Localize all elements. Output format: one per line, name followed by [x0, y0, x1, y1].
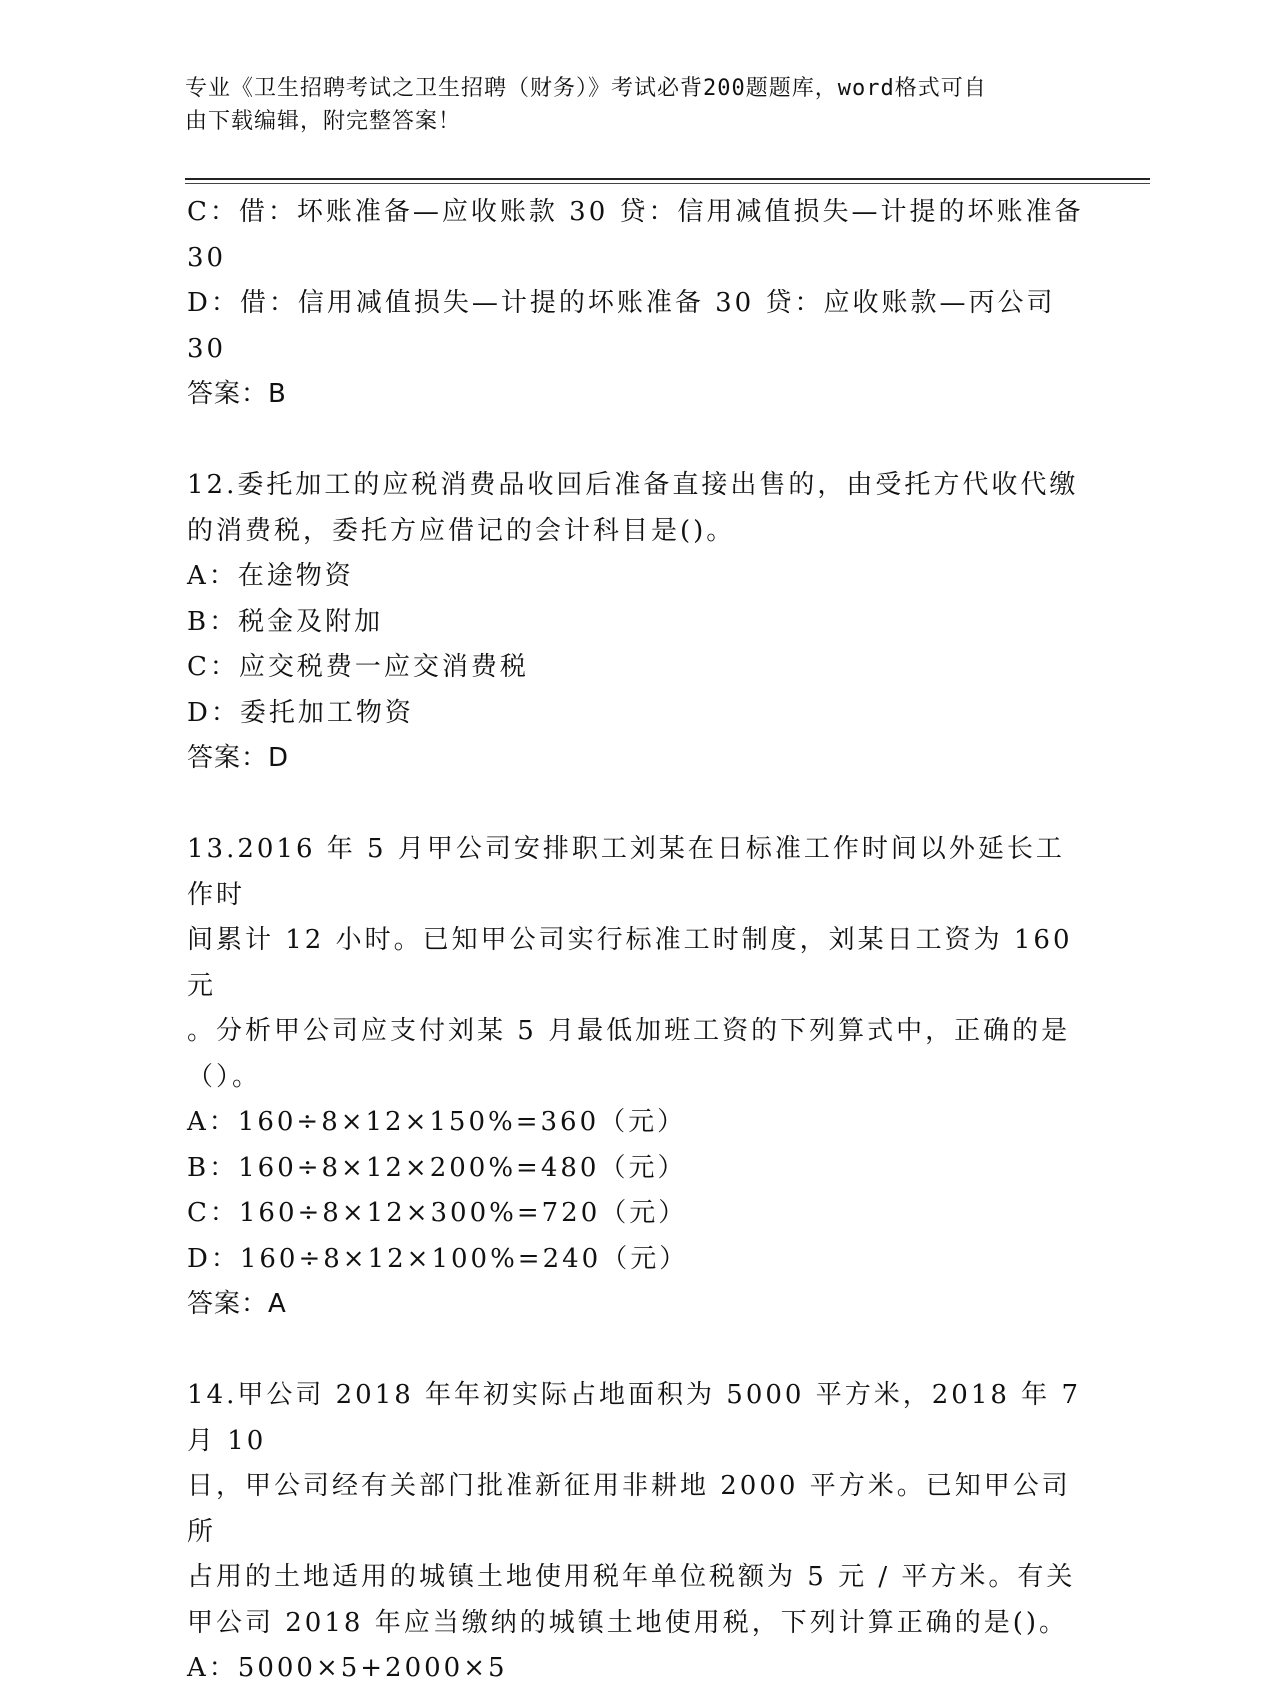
option-c-line-1: C：借：坏账准备—应收账款 30 贷：信用减值损失—计提的坏账准备 — [187, 197, 1084, 227]
answer-label: 答案：B — [187, 379, 287, 409]
document-body — [187, 190, 1093, 1692]
option-c: C：应交税费一应交消费税 — [187, 652, 529, 682]
spacer — [187, 1328, 1087, 1374]
question-stem-line-3: 占用的土地适用的城镇土地使用税年单位税额为 5 元 / 平方米。有关 — [187, 1562, 1076, 1592]
question-stem-line-4: （）。 — [187, 1061, 262, 1092]
option-d: D：委托加工物资 — [187, 697, 414, 728]
option-a: A：160÷8×12×150%=360（元） — [187, 1107, 687, 1137]
document-header — [185, 72, 1065, 138]
answer-label: 答案：A — [187, 1289, 287, 1319]
question-stem-line-2: 日，甲公司经有关部门批准新征用非耕地 2000 平方米。已知甲公司所 — [187, 1471, 1071, 1547]
spacer — [187, 418, 1087, 464]
question-stem-line-3: 。分析甲公司应支付刘某 5 月最低加班工资的下列算式中，正确的是 — [187, 1016, 1071, 1046]
question-stem-line-1: 14.甲公司 2018 年年初实际占地面积为 5000 平方米，2018 年 7 月 10 — [187, 1380, 1093, 1456]
header-title-line-1: 专业《卫生招聘考试之卫生招聘（财务）》考试必背200题题库，word格式可自 — [185, 76, 987, 101]
option-b: B：税金及附加 — [187, 606, 384, 637]
option-d: D：借：信用减值损失—计提的坏账准备 30 贷：应收账款—丙公司 30 — [187, 288, 1067, 364]
question-stem-line-1: 13.2016 年 5 月甲公司安排职工刘某在日标准工作时间以外延长工作时 — [187, 834, 1065, 910]
option-c: C：160÷8×12×300%=720（元） — [187, 1198, 688, 1228]
option-c-line-2: 30 — [187, 242, 227, 273]
question-11-tail — [187, 190, 1087, 418]
question-12 — [187, 463, 1087, 782]
header-divider-thin — [185, 183, 1150, 184]
option-a: A：在途物资 — [187, 561, 354, 591]
question-stem-line-2: 的消费税，委托方应借记的会计科目是()。 — [187, 515, 736, 546]
option-b: B：160÷8×12×200%=480（元） — [187, 1152, 687, 1183]
question-stem-line-4: 甲公司 2018 年应当缴纳的城镇土地使用税，下列计算正确的是()。 — [187, 1607, 1068, 1638]
header-title-line-2: 由下载编辑，附完整答案！ — [185, 109, 462, 134]
question-stem-line-1: 12.委托加工的应税消费品收回后准备直接出售的，由受托方代收代缴 — [187, 470, 1079, 500]
option-a: A：5000×5+2000×5 — [187, 1653, 508, 1683]
answer-label: 答案：D — [187, 743, 290, 773]
question-14 — [187, 1373, 1093, 1692]
option-d: D：160÷8×12×100%=240（元） — [187, 1243, 689, 1274]
header-divider-thick — [185, 178, 1150, 180]
question-13 — [187, 827, 1087, 1328]
question-stem-line-2: 间累计 12 小时。已知甲公司实行标准工时制度，刘某日工资为 160 元 — [187, 925, 1084, 1001]
spacer — [187, 782, 1087, 828]
